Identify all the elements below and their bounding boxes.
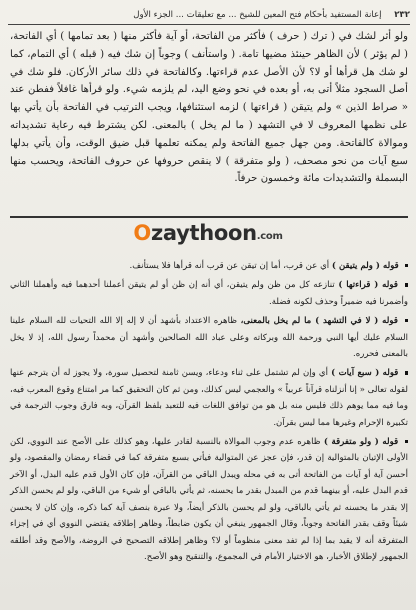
zaythoon-logo: O zaythoon .com — [133, 221, 283, 245]
square-bullet-icon — [405, 319, 409, 323]
square-bullet-icon — [405, 440, 409, 444]
footnote-body: ظاهره الاعتداد بأشهد أن لا إله إلا الله التحيات لله السلام علينا السلام عليك أيها النبي ورحمة الله وبركاته وعلى عباد الله الصالحين وأشهد أن محمداً رسول الله، إذ لا يخل بالمعنى فحرره. — [10, 316, 408, 360]
footnote-head: قوله ( ولم يتيقن ) — [331, 261, 399, 271]
square-bullet-icon — [405, 264, 409, 268]
footnote — [10, 313, 408, 362]
footnote-body: ظاهره عدم وجوب الموالاة بالنسبة لقادر عليها، وهو كذلك على الأصح عند النووي، لكن الأولى الإتيان بالمتوالية إن قدر، فإن عجز عن المتوالية فيأتي بسبع متفرقة كما في قضاء رمضان والمقصود، ولو أحسن آية أو آيات من الفاتحة أتى به في محله ويبدل الباقي من القرآن، فإن كان الأول قدم عليه البدل، أو الآخر قدم البدل عليه، أو بينهما قدم من المبدل بقدر ما يحسنه، ثم يأتي بالباقي أو شيء من الباقي، ولو لم يحسن الذكر إلا بقدر ما يحسنه ثم يأتي بالباقي، ولو لم يحسن بالذكر أيضاً، ولا عبرة بنصف آية كما ذكره، وإن كان لا يحسن شيئاً وقف بقدر الفاتحة وجوباً، وقال الجمهور ينبغي أن يكون ضابطاً، وظاهر إطلاقه يقتضي النووي أي في إجزاء المتفرقة أنه لا يقيد بما إذا لم تفد معنى منظوماً أو لا؟ وظاهر إطلاقه التصحيح في الروضة، والأصح وقد أطلقه الجمهور لإطلاق الأخبار، هو الاختيار الأمام في المجموع، والتنقيح وهو الأصح. — [10, 437, 408, 562]
footnote-head: قوله ( لا في التشهد ) ما لم يخل بالمعنى، — [240, 316, 398, 327]
footnote — [10, 434, 408, 565]
running-title: إعانة المستفيد بأحكام فتح المعين للشيخ ... مع تعليقات ... الجزء الأول — [133, 10, 382, 20]
footnote — [10, 365, 408, 431]
footnote — [10, 277, 408, 310]
square-bullet-icon — [405, 371, 409, 375]
square-bullet-icon — [405, 283, 409, 287]
footnote-body: أي وإن لم تشتمل على ثناء ودعاء، ويسن ثامنة لتحصيل سورة، ولا يجوز له أن يترجم عنها لقوله تعالى « إنا أنزلناه قرآناً عربياً » والعجمي ليس كذلك، ومن ثم كان التحقيق كما مر امتناع وقوع المعرب فيه، وما فيه مما يوهم ذلك فليس منه بل هو من توافق اللغات فيه للتعبد بلفظ القرآن، وبه فارق وجوب الترجمة في تكبيرة الإحرام وغيرها مما ليس بقرآن. — [10, 368, 409, 428]
footnote — [10, 258, 408, 274]
footnotes — [10, 258, 408, 568]
page-header — [8, 8, 410, 22]
footnote-separator — [10, 216, 408, 218]
watermark — [0, 221, 416, 245]
footnote-body: تنازعه كل من ظن ولم يتيقن، أي أنه إن ظن أو لم يتيقن أعملنا أحدهما فيه وأهملنا الثاني وأضمرنا فيه ضميراً وحذف لكونه فضلة. — [10, 280, 408, 307]
footnote-head: قوله ( ولو متفرقة ) — [323, 437, 399, 448]
page-number: ٢٣٢ — [394, 10, 410, 20]
header-divider — [8, 24, 410, 25]
footnote-body: أي عن قرب، أما إن تيقن عن قرب أنه قرأها فلا يستأنف. — [129, 261, 330, 271]
main-paragraph: ولو أثر لشك في ( ترك ( حرف ) فأكثر من الفاتحة، أو آية فأكثر منها ( بعد تمامها ) أي الفاتحة، ( لم يؤثر ) لأن الظاهر حينئذ مضيها تامة. ( واستأنف ) وجوباً إن شك فيه ( قبله ) أي التمام، كما لو شك هل قرأها أو لا؟ لأن الأصل عدم قراءتها. وكالفاتحة في ذلك سائر الأركان. فلو شك في أصل السجود مثلاً أتى به، أو بعده في نحو وضع اليد، لم يلزمه شيء. ولو قرأها غافلاً ففطن عند « صراط الذين » ولم يتيقن ( قراءتها ) لزمه استئنافها، ويجب الترتيب في الفاتحة بأن يأتي بها على نظمها المعروف لا في التشهد ( ما لم يخل ) بالمعنى. لكن يشترط فيه رعاية تشديداته وموالاة كالفاتحة. ومن جهل جميع الفاتحة ولم يمكنه تعلمها قبل ضيق الوقت، وأن يأتي بدلها سبع آيات من نحو مصحف، ( ولو متفرقة ) لا ينقص حروفها عن حروف الفاتحة، ويحسب منها البسملة والتشديدات مائة وخمسون حرفاً. — [10, 31, 408, 185]
main-text — [10, 28, 408, 188]
footnote-head: قوله ( سبع آيات ) — [331, 368, 399, 379]
footnote-head: قوله ( قراءتها ) — [338, 280, 398, 291]
